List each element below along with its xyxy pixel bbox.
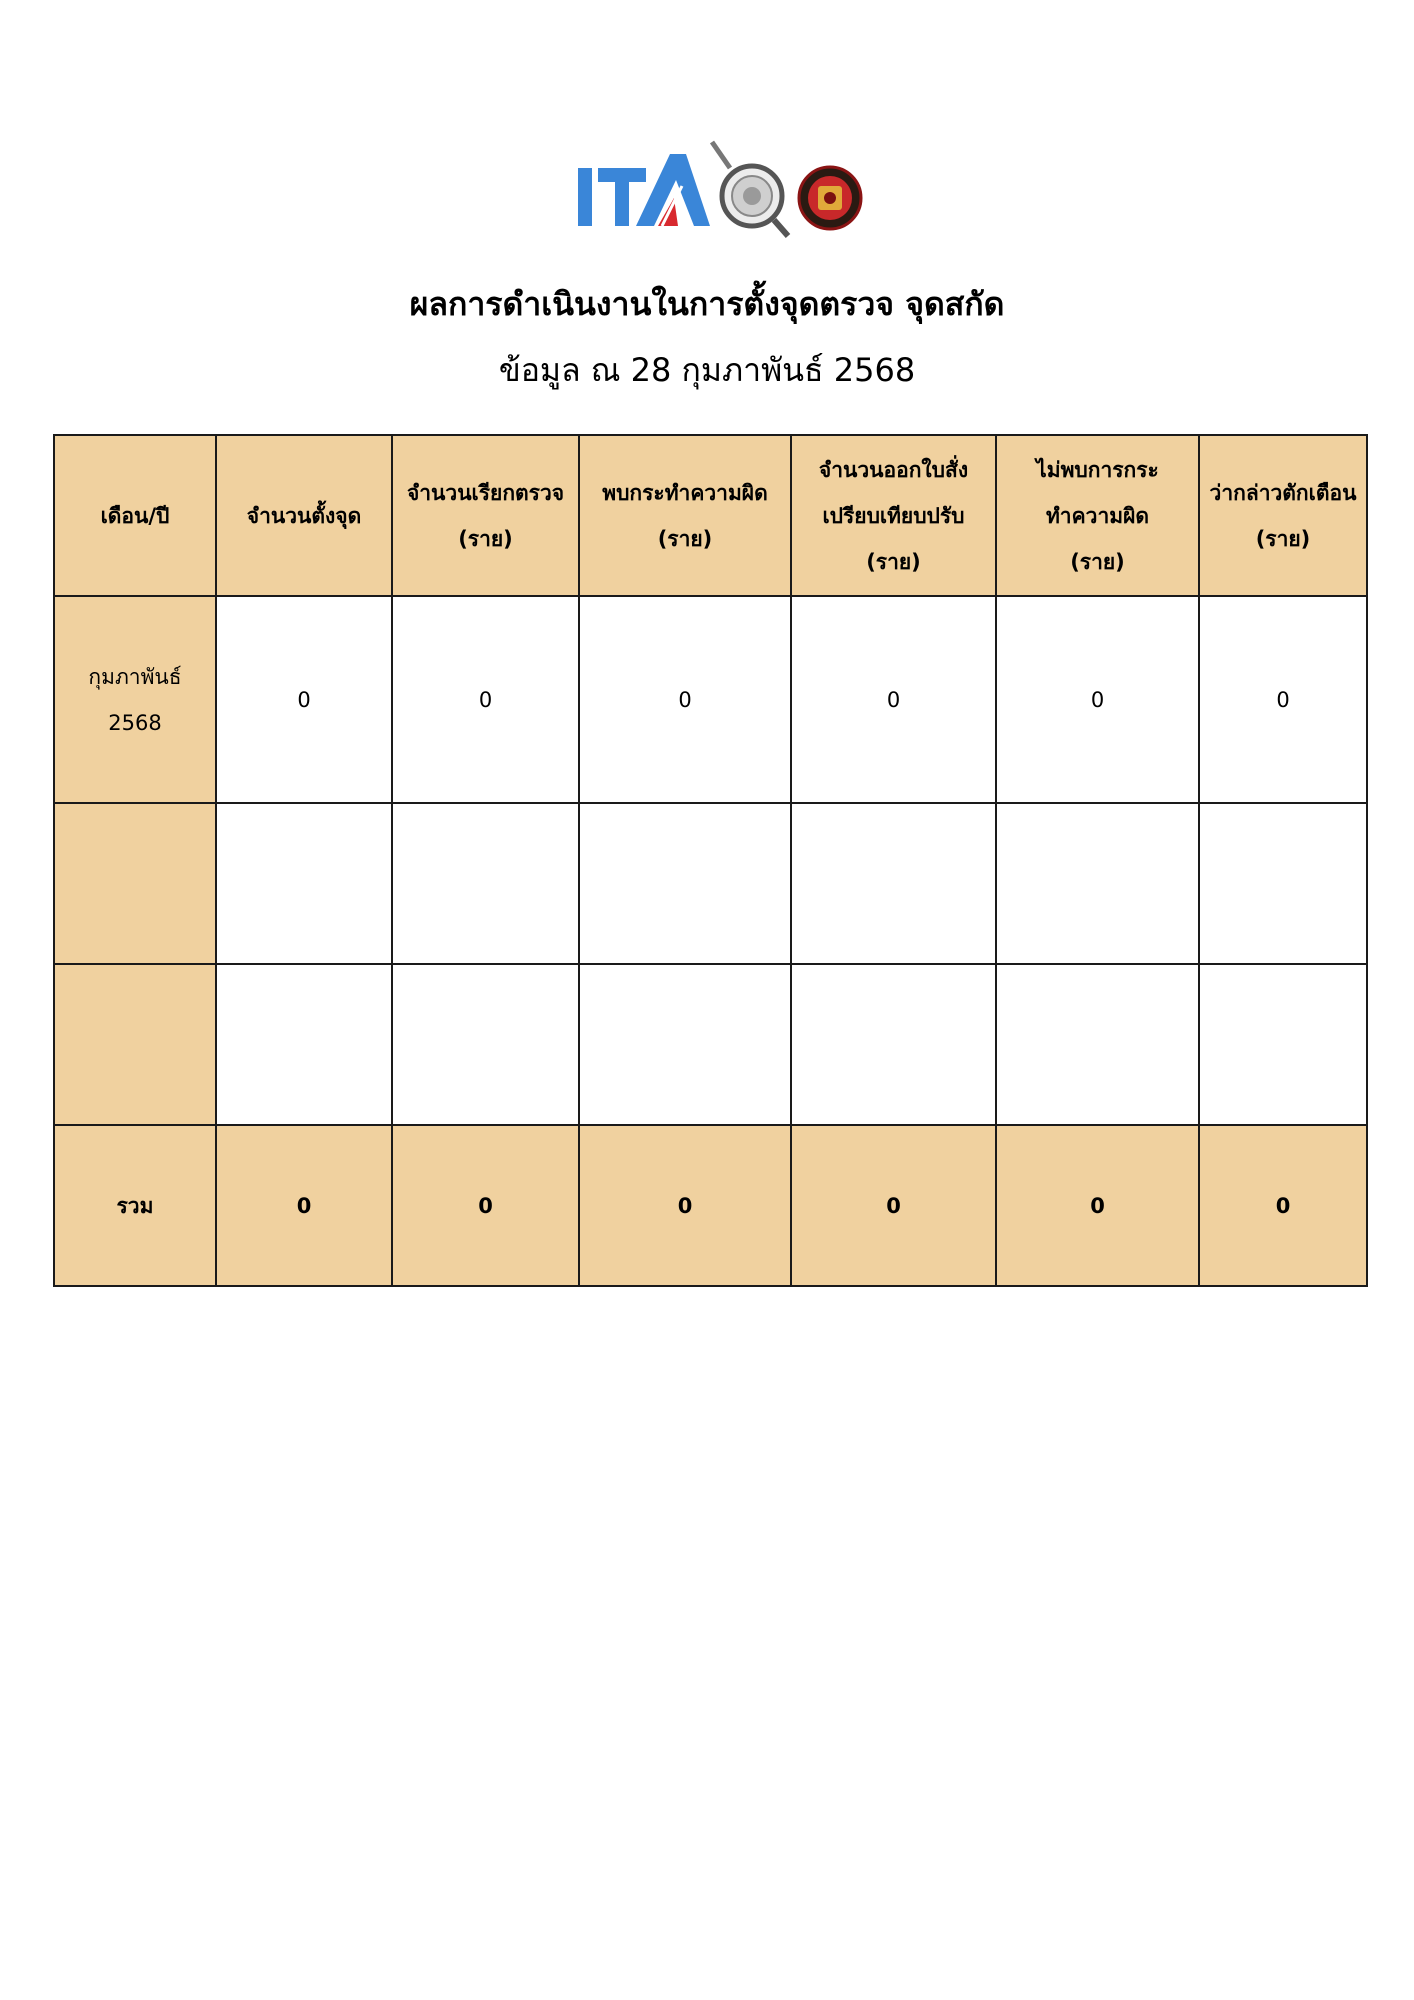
- value-cell: 0: [791, 596, 996, 803]
- value-cell: [579, 803, 791, 964]
- column-header: [392, 435, 579, 596]
- value-cell: 0: [1199, 596, 1367, 803]
- total-value-cell: 0: [791, 1125, 996, 1286]
- cell-text-line: 2568: [108, 710, 162, 735]
- table-header-row: [54, 435, 1367, 596]
- table-row: [54, 596, 1367, 803]
- cell-text-line: (ราย): [1070, 549, 1125, 574]
- cell-text-line: พบกระทำความผิด: [602, 480, 768, 505]
- page-title: ผลการดำเนินงานในการตั้งจุดตรวจ จุดสกัด: [409, 285, 1005, 323]
- total-row: [54, 1125, 1367, 1286]
- value-cell: [392, 964, 579, 1125]
- value-cell: [392, 803, 579, 964]
- total-value-cell: 0: [579, 1125, 791, 1286]
- logo-row: [574, 140, 864, 240]
- month-cell: [54, 803, 216, 964]
- value-cell: [1199, 964, 1367, 1125]
- report-table: [53, 434, 1368, 1287]
- cell-text-line: จำนวนตั้งจุด: [246, 503, 362, 528]
- column-header: [579, 435, 791, 596]
- month-cell: [54, 964, 216, 1125]
- column-header: [216, 435, 392, 596]
- value-cell: [791, 803, 996, 964]
- value-cell: 0: [392, 596, 579, 803]
- cell-text-line: (ราย): [657, 526, 713, 551]
- cell-text-line: จำนวนเรียกตรวจ: [406, 480, 565, 505]
- total-value-cell: 0: [1199, 1125, 1367, 1286]
- value-cell: 0: [216, 596, 392, 803]
- table-row: [54, 964, 1367, 1125]
- value-cell: [216, 803, 392, 964]
- column-header: [996, 435, 1199, 596]
- cell-text-line: (ราย): [458, 526, 513, 551]
- magnifier-seal-icon: [712, 142, 788, 236]
- value-cell: [579, 964, 791, 1125]
- value-cell: 0: [579, 596, 791, 803]
- value-cell: 0: [996, 596, 1199, 803]
- table-row: [54, 803, 1367, 964]
- cell-text-line: เดือน/ปี: [100, 503, 170, 528]
- total-value-cell: 0: [216, 1125, 392, 1286]
- cell-text-line: ทำความผิด: [1045, 503, 1150, 528]
- page-subtitle: ข้อมูล ณ 28 กุมภาพันธ์ 2568: [498, 351, 916, 389]
- cell-text-line: (ราย): [866, 549, 921, 574]
- total-value-cell: 0: [392, 1125, 579, 1286]
- value-cell: [791, 964, 996, 1125]
- value-cell: [216, 964, 392, 1125]
- logo-graphics: [574, 140, 864, 240]
- cell-text-line: เปรียบเทียบปรับ: [822, 503, 965, 528]
- column-header: [791, 435, 996, 596]
- column-header: [1199, 435, 1367, 596]
- value-cell: [996, 803, 1199, 964]
- cell-text-line: ไม่พบการกระ: [1036, 457, 1159, 482]
- total-label: รวม: [54, 1125, 216, 1286]
- cell-text-line: กุมภาพันธ์: [88, 664, 182, 689]
- cell-text-line: (ราย): [1255, 526, 1311, 551]
- cell-text-line: จำนวนออกใบสั่ง: [818, 457, 969, 482]
- cell-text-line: ว่ากล่าวตักเตือน: [1209, 480, 1357, 505]
- column-header: [54, 435, 216, 596]
- ita-logo-icon: [578, 154, 710, 226]
- value-cell: [1199, 803, 1367, 964]
- police-emblem-icon: [799, 167, 861, 229]
- value-cell: [996, 964, 1199, 1125]
- total-value-cell: 0: [996, 1125, 1199, 1286]
- month-cell: [54, 596, 216, 803]
